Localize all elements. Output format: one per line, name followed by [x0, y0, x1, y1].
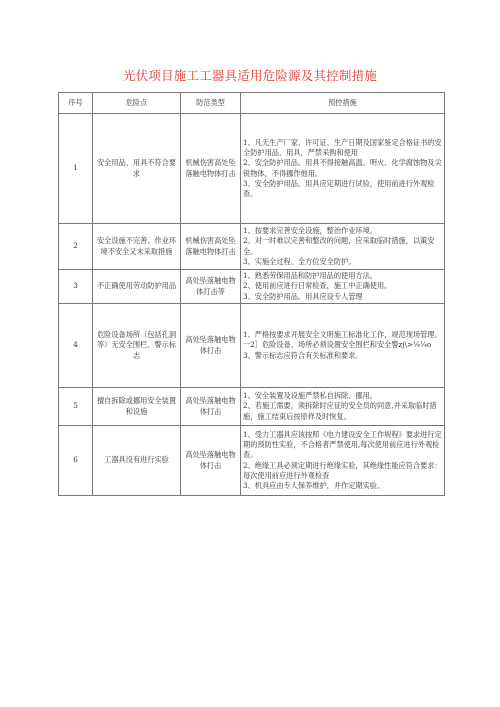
measure-item: 3、警示标志应符合有关标准和要求。	[243, 350, 363, 360]
prevention-type: 机械伤害高处坠落触电物体打击	[181, 114, 241, 224]
row-number: 2	[59, 224, 93, 270]
hazard-point: 不正确使用劳动防护用品	[93, 270, 181, 304]
page-title: 光伏项目施工工器具适用危险源及其控制措施	[122, 68, 377, 83]
measure-item: 1、按要求完善安全设施，整治作业环境。	[243, 226, 377, 236]
measure-item: 3、安全防护用品、用具应定期进行试验，使用前进行外观检查。	[243, 178, 435, 198]
prevention-type: 高处坠落触电物体打击	[181, 388, 241, 426]
measure-item: 3、实施全过程、全方位安全防护。	[243, 256, 356, 266]
table-row	[59, 270, 445, 304]
table-row	[59, 388, 445, 426]
measure-item: 1、受力工器具应该按照《电力建设安全工作规程》要求进行定期的预防性实验，不合格者严禁使用,每次使用前应进行外观检查。	[243, 429, 442, 460]
measure-item: 3、机具应由专人保养维护，并作定期实验。	[243, 480, 385, 490]
table-header-row	[59, 93, 445, 114]
measure-item: 1、凡无生产厂家、许可证、生产日期及国家鉴定合格证书的安全防护用品、用具，严禁采购和使用	[243, 137, 442, 158]
table-row	[59, 224, 445, 270]
control-measures	[241, 388, 445, 426]
measure-item: 2、使用前应进行日常检查，施工中正确使用。	[243, 281, 392, 291]
measure-item: 1、安全装置及设施严禁私自拆除、挪用。	[243, 391, 377, 401]
control-measures	[241, 270, 445, 304]
measure-item: 2、安全防护用品、用具不得接触高温、明火、化学腐蚀物及尖锐物体，不得挪作他用。	[243, 158, 442, 178]
hazard-point: 安全设施不完善、作业环境不安全又未采取措施	[93, 224, 181, 270]
header-no: 序号	[59, 93, 93, 114]
row-number: 1	[59, 114, 93, 224]
header-hazard-point: 危险点	[93, 93, 181, 114]
hazard-control-table	[58, 92, 445, 496]
header-control-measures: 预控措施	[241, 93, 445, 114]
table-row	[59, 114, 445, 224]
measure-item: 1、熟悉劳保用品和防护用品的使用方法。	[243, 271, 377, 281]
control-measures	[241, 304, 445, 388]
control-measures	[241, 224, 445, 270]
row-number: 6	[59, 426, 93, 496]
control-measures	[241, 114, 445, 224]
header-prevention-type: 防范类型	[181, 93, 241, 114]
row-number: 5	[59, 388, 93, 426]
row-number: 3	[59, 270, 93, 304]
prevention-type: 高处坠落触电物体打击	[181, 304, 241, 388]
prevention-type: 机械伤害高处坠落触电物体打击	[181, 224, 241, 270]
control-measures	[241, 426, 445, 496]
hazard-point: 擅自拆除或挪用安全装置和设施	[93, 388, 181, 426]
measure-item: 2、若施工需要，须拆除时应征的安全员的同意,并采取临时措施，施工结束后按原样及时恢复。	[243, 401, 437, 421]
hazard-point: 危险设备场所（包括孔洞等）无安全围栏、警示标志	[93, 304, 181, 388]
measure-item: 2、对一时难以完善和整改的问题，应采取临时措施，以策安全。	[243, 236, 435, 256]
prevention-type: 高处坠落触电物体打击等	[181, 270, 241, 304]
hazard-point: 安全用品、用具不符合要求	[93, 114, 181, 224]
table-row	[59, 426, 445, 496]
measure-item: 一2］危险设备、场所必须设置安全围栏和安全警zj\>¼¼o	[243, 340, 432, 350]
prevention-type: 高处坠落触电物体打击	[181, 426, 241, 496]
row-number: 4	[59, 304, 93, 388]
measure-item: 1、严格按要求开展安全文明施工标准化工作，规范现场管理。	[243, 330, 442, 340]
measure-item: 3、安全防护用品、用具应设专人管理	[243, 291, 363, 301]
measure-item: 2、绝缘工具必须定期进行绝缘实验，其绝缘性能应符合要求：每次使用前应进行外观检查	[243, 460, 442, 480]
table-row	[59, 304, 445, 388]
hazard-point: 工器具没有进行实验	[93, 426, 181, 496]
